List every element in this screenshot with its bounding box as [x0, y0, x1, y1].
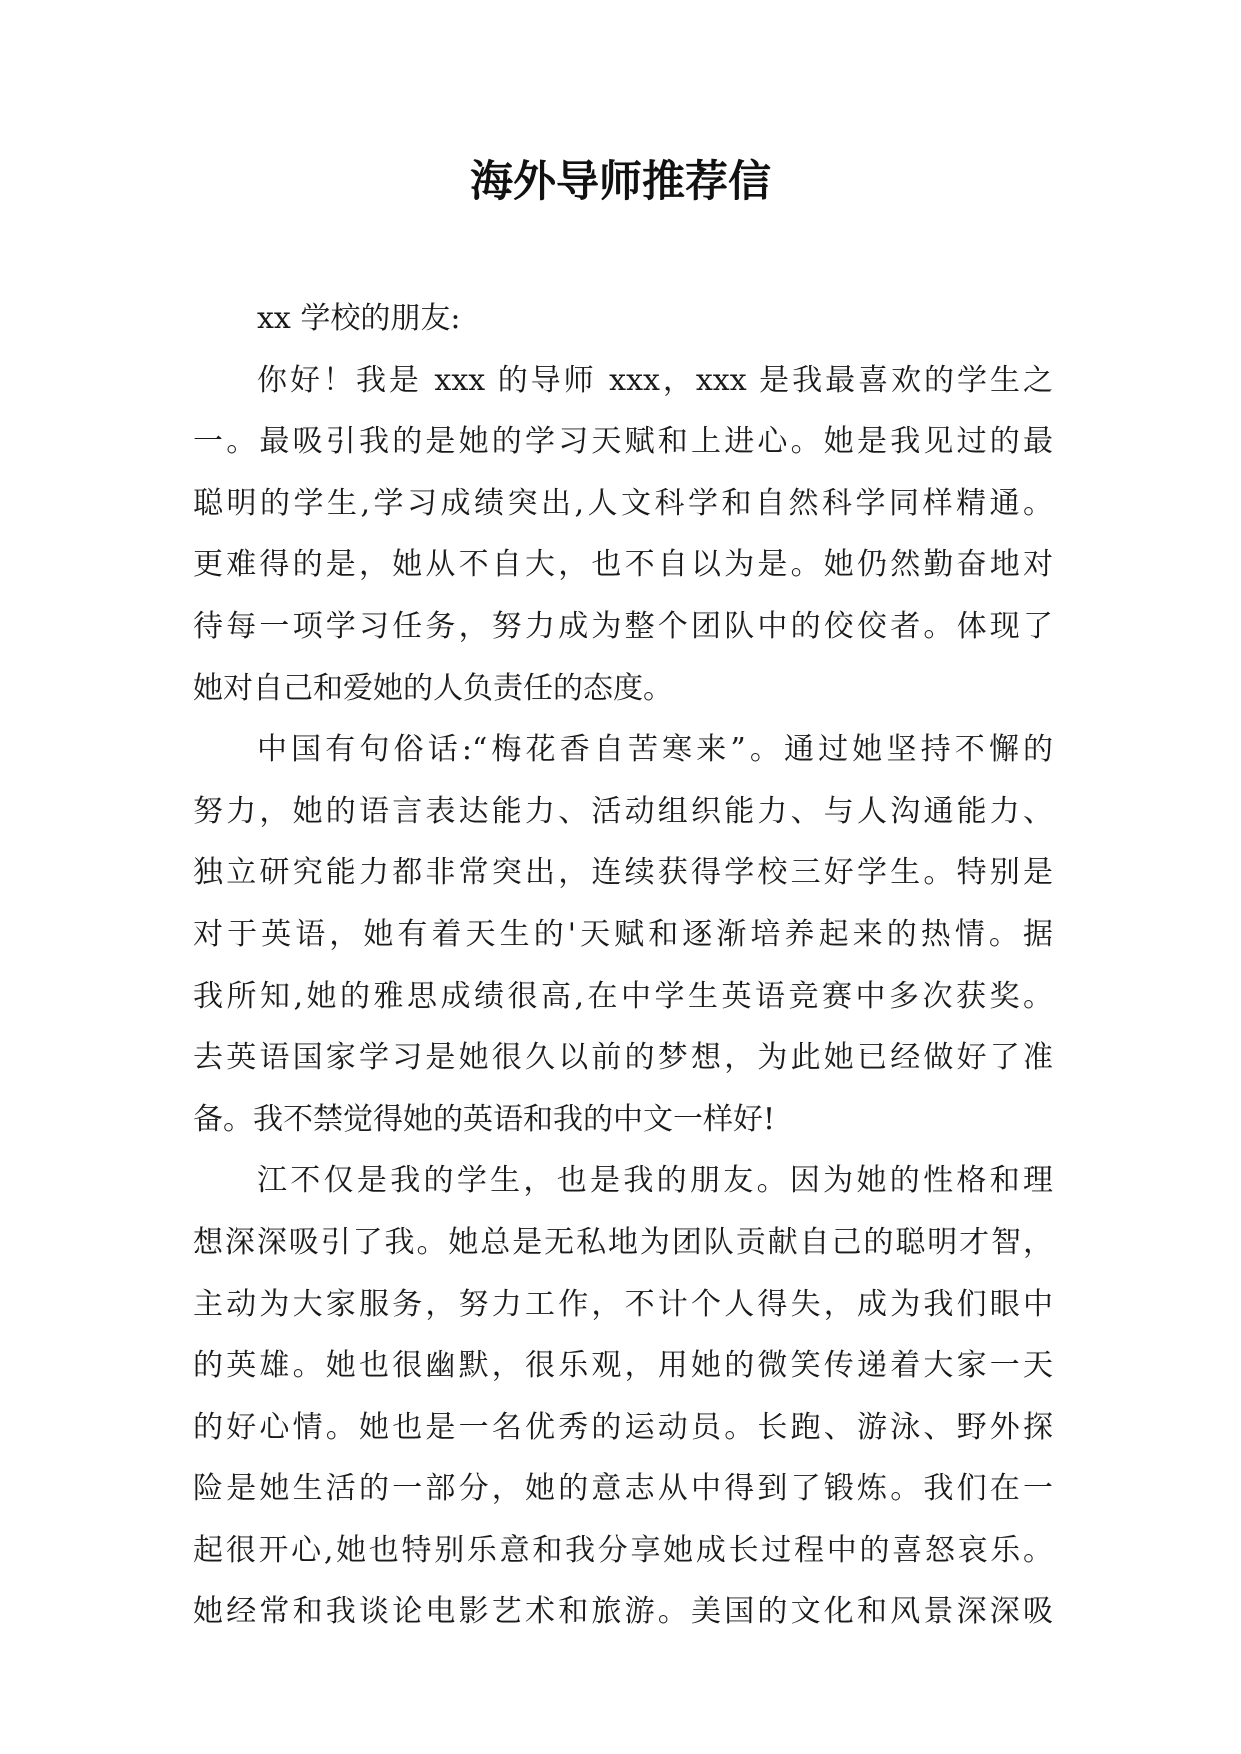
paragraph-3-line: 的英雄。她也很幽默，很乐观，用她的微笑传递着大家一天 — [193, 1348, 1053, 1384]
paragraph-1-line: 聪明的学生,学习成绩突出,人文科学和自然科学同样精通。 — [193, 485, 1053, 521]
salutation-line: xx 学校的朋友: — [257, 301, 461, 336]
paragraph-3-line: 险是她生活的一部分，她的意志从中得到了锻炼。我们在一 — [193, 1471, 1053, 1507]
paragraph-2-line: 努力，她的语言表达能力、活动组织能力、与人沟通能力、 — [193, 793, 1053, 829]
paragraph-1-line: 她对自己和爱她的人负责任的态度。 — [193, 670, 673, 706]
document-title: 海外导师推荐信 — [470, 157, 771, 207]
paragraph-3-line: 江不仅是我的学生，也是我的朋友。因为她的性格和理 — [257, 1163, 1053, 1199]
paragraph-3-line: 起很开心,她也特别乐意和我分享她成长过程中的喜怒哀乐。 — [193, 1532, 1053, 1568]
paragraph-2-line: 对于英语，她有着天生的'天赋和逐渐培养起来的热情。据 — [193, 916, 1053, 952]
paragraph-2-line: 备。我不禁觉得她的英语和我的中文一样好! — [193, 1101, 776, 1137]
paragraph-2-line: 我所知,她的雅思成绩很高,在中学生英语竞赛中多次获奖。 — [193, 978, 1053, 1014]
paragraph-3-line: 的好心情。她也是一名优秀的运动员。长跑、游泳、野外探 — [193, 1409, 1053, 1445]
paragraph-1-line: 更难得的是，她从不自大，也不自以为是。她仍然勤奋地对 — [193, 547, 1053, 583]
paragraph-3-line: 主动为大家服务，努力工作，不计个人得失，成为我们眼中 — [193, 1286, 1053, 1322]
paragraph-1-line: 待每一项学习任务，努力成为整个团队中的佼佼者。体现了 — [193, 608, 1053, 644]
paragraph-2-line: 中国有句俗话:“梅花香自苦寒来”。通过她坚持不懈的 — [257, 732, 1053, 768]
paragraph-1-line: 一。最吸引我的是她的学习天赋和上进心。她是我见过的最 — [193, 424, 1053, 460]
paragraph-3-line: 她经常和我谈论电影艺术和旅游。美国的文化和风景深深吸 — [193, 1594, 1053, 1630]
paragraph-2-line: 独立研究能力都非常突出，连续获得学校三好学生。特别是 — [193, 855, 1053, 891]
paragraph-2-line: 去英语国家学习是她很久以前的梦想，为此她已经做好了准 — [193, 1040, 1053, 1076]
letter-body — [193, 288, 1053, 1643]
paragraph-1-line: 你好！我是 xxx 的导师 xxx，xxx 是我最喜欢的学生之 — [257, 362, 1053, 398]
paragraph-3-line: 想深深吸引了我。她总是无私地为团队贡献自己的聪明才智， — [193, 1224, 1053, 1260]
